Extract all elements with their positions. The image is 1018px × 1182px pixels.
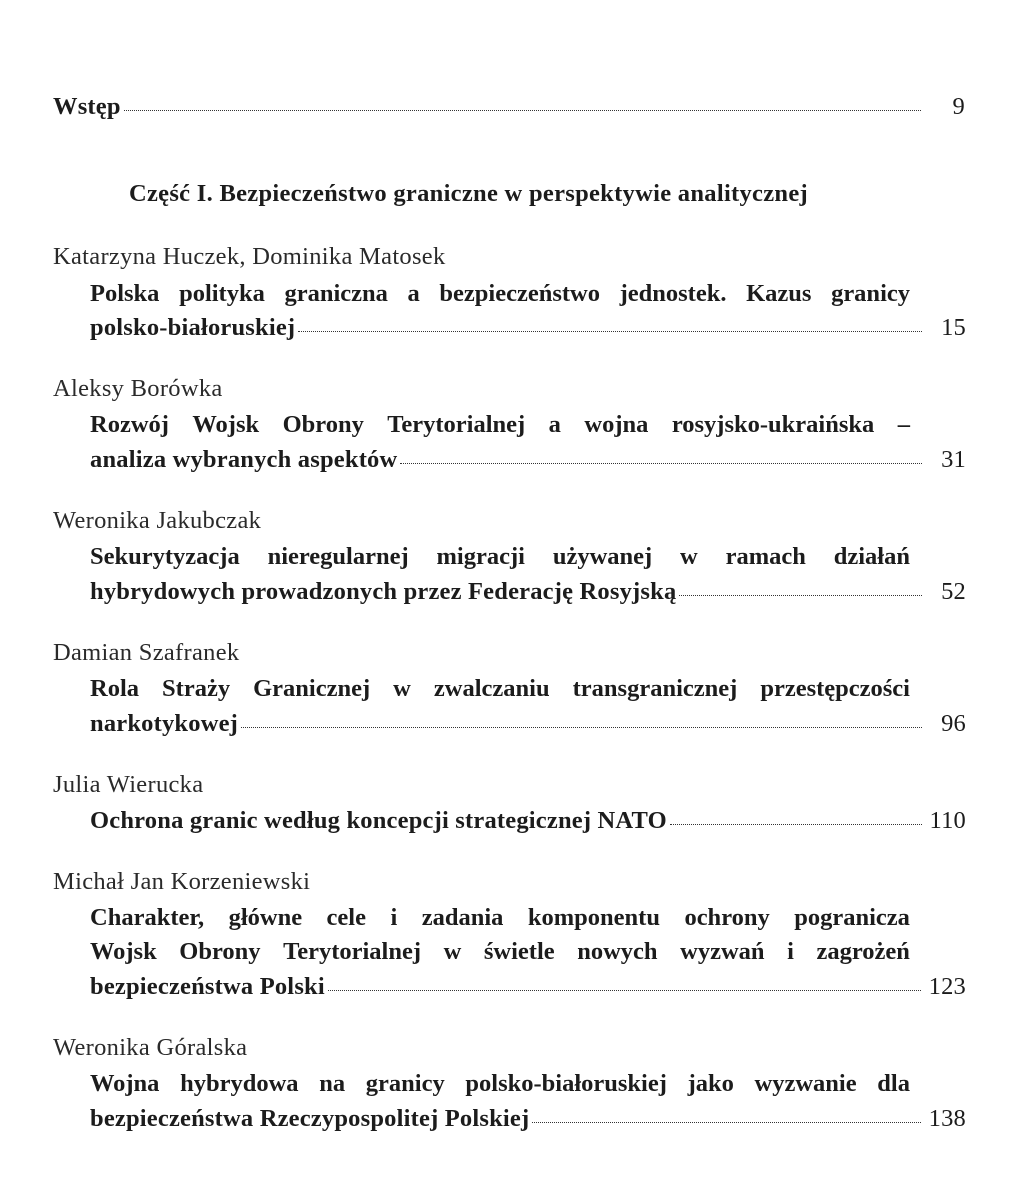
toc-page-number: 15 — [941, 314, 966, 341]
toc-entry[interactable] — [90, 448, 966, 473]
dot-leader — [400, 463, 922, 464]
entry-title-last-line: polsko-białoruskiej — [90, 314, 296, 341]
entry-title-last-line: bezpieczeństwa Polski — [90, 973, 325, 1000]
entry-title-line: Wojna hybrydowa na granicy polsko-białoruskiej jako wyzwanie dla — [90, 1070, 910, 1097]
dot-leader — [532, 1122, 920, 1123]
toc-page-number: 96 — [941, 710, 966, 737]
entry-title-line: Rozwój Wojsk Obrony Terytorialnej a wojna rosyjsko-ukraińska – — [90, 411, 910, 438]
entry-title-last-line: analiza wybranych aspektów — [90, 446, 398, 473]
entry-author: Damian Szafranek — [53, 639, 240, 666]
dot-leader — [670, 824, 922, 825]
toc-page-number: 52 — [941, 578, 966, 605]
entry-author: Weronika Góralska — [53, 1034, 248, 1061]
toc-page-number: 138 — [928, 1105, 966, 1132]
dot-leader — [124, 110, 921, 111]
entry-title-last-line: narkotykowej — [90, 710, 239, 737]
toc-entry[interactable] — [90, 712, 966, 737]
toc-page-number: 31 — [941, 446, 966, 473]
entry-title-line: Polska polityka graniczna a bezpieczeństwo jednostek. Kazus granicy — [90, 280, 910, 307]
entry-author: Katarzyna Huczek, Dominika Matosek — [53, 243, 446, 270]
toc-page-number: 110 — [929, 807, 966, 834]
entry-title-last-line: Ochrona granic według koncepcji strategicznej NATO — [90, 807, 667, 834]
dot-leader — [241, 727, 922, 728]
section-heading: Część I. Bezpieczeństwo graniczne w perspektywie analitycznej — [129, 180, 808, 207]
toc-entry[interactable] — [90, 316, 966, 341]
entry-author: Aleksy Borówka — [53, 375, 223, 402]
toc-entry-intro-label: Wstęp — [53, 93, 121, 120]
toc-entry[interactable] — [90, 1107, 966, 1132]
entry-title-line: Wojsk Obrony Terytorialnej w świetle nowych wyzwań i zagrożeń — [90, 938, 910, 965]
entry-title-line: Sekurytyzacja nieregularnej migracji używanej w ramach działań — [90, 543, 910, 570]
entry-title-line: Charakter, główne cele i zadania komponentu ochrony pogranicza — [90, 904, 910, 931]
toc-entry-intro[interactable] — [53, 95, 965, 120]
entry-author: Michał Jan Korzeniewski — [53, 868, 311, 895]
dot-leader — [298, 331, 922, 332]
entry-title-line: Rola Straży Granicznej w zwalczaniu transgranicznej przestępczości — [90, 675, 910, 702]
toc-entry[interactable] — [90, 809, 966, 834]
toc-page-number: 123 — [928, 973, 966, 1000]
toc-entry[interactable] — [90, 975, 966, 1000]
entry-title-last-line: bezpieczeństwa Rzeczypospolitej Polskiej — [90, 1105, 530, 1132]
entry-author: Julia Wierucka — [53, 771, 204, 798]
toc-entry[interactable] — [90, 580, 966, 605]
toc-page-number: 9 — [952, 93, 965, 120]
entry-author: Weronika Jakubczak — [53, 507, 262, 534]
entry-title-last-line: hybrydowych prowadzonych przez Federację Rosyjską — [90, 578, 677, 605]
dot-leader — [328, 990, 921, 991]
dot-leader — [679, 595, 922, 596]
